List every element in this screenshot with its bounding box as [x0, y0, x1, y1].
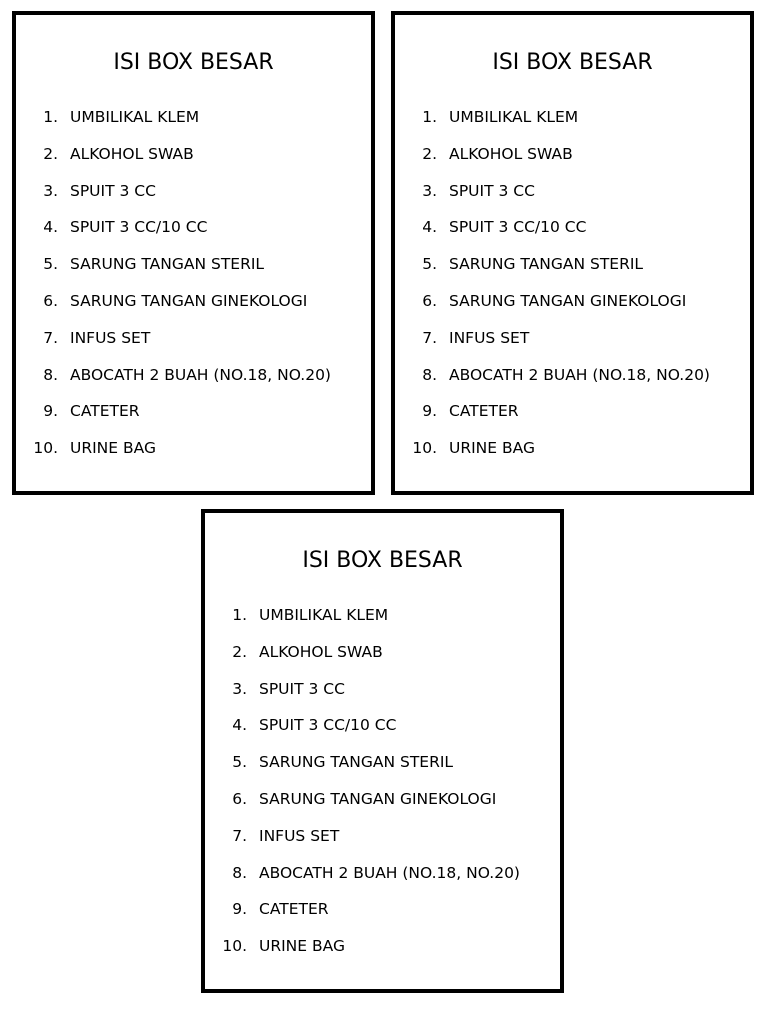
item-number: 10. [222, 937, 247, 956]
item-text: CATETER [449, 402, 519, 421]
item-number: 6. [232, 789, 247, 808]
item-number: 5. [232, 753, 247, 772]
item-number: 8. [422, 365, 437, 384]
item-number: 2. [422, 144, 437, 163]
item-number: 2. [232, 642, 247, 661]
item-text: SPUIT 3 CC [449, 181, 535, 200]
item-text: INFUS SET [449, 328, 530, 347]
item-number: 7. [232, 826, 247, 845]
label-box [12, 11, 375, 495]
item-text: ALKOHOL SWAB [449, 144, 573, 163]
item-text: SPUIT 3 CC [259, 679, 345, 698]
item-text: ALKOHOL SWAB [70, 144, 194, 163]
label-box [201, 509, 564, 993]
item-number: 5. [43, 255, 58, 274]
item-text: SARUNG TANGAN STERIL [449, 255, 644, 274]
item-text: ABOCATH 2 BUAH (NO.18, NO.20) [259, 863, 520, 882]
item-text: SPUIT 3 CC/10 CC [449, 218, 587, 237]
item-text: SPUIT 3 CC/10 CC [259, 716, 397, 735]
item-text: UMBILIKAL KLEM [449, 108, 579, 126]
item-number: 3. [422, 181, 437, 200]
item-number: 3. [43, 181, 58, 200]
item-text: URINE BAG [449, 439, 535, 458]
item-number: 6. [43, 291, 58, 310]
item-text: UMBILIKAL KLEM [259, 606, 389, 624]
item-number: 1. [232, 606, 247, 624]
item-number: 9. [43, 402, 58, 421]
label-box [391, 11, 754, 495]
item-number: 5. [422, 255, 437, 274]
item-text: ALKOHOL SWAB [259, 642, 383, 661]
item-text: URINE BAG [70, 439, 156, 458]
item-number: 1. [422, 108, 437, 126]
item-number: 2. [43, 144, 58, 163]
item-number: 8. [232, 863, 247, 882]
box-title: ISI BOX BESAR [113, 50, 274, 75]
item-number: 4. [232, 716, 247, 735]
item-number: 8. [43, 365, 58, 384]
item-text: ABOCATH 2 BUAH (NO.18, NO.20) [70, 365, 331, 384]
item-text: URINE BAG [259, 937, 345, 956]
item-number: 4. [422, 218, 437, 237]
item-number: 3. [232, 679, 247, 698]
item-text: SARUNG TANGAN GINEKOLOGI [259, 789, 497, 808]
box-title: ISI BOX BESAR [302, 548, 463, 573]
item-number: 9. [422, 402, 437, 421]
item-text: SARUNG TANGAN STERIL [70, 255, 265, 274]
item-number: 1. [43, 108, 58, 126]
box-title: ISI BOX BESAR [492, 50, 653, 75]
item-text: ABOCATH 2 BUAH (NO.18, NO.20) [449, 365, 710, 384]
item-number: 6. [422, 291, 437, 310]
item-text: INFUS SET [259, 826, 340, 845]
item-number: 9. [232, 900, 247, 919]
item-number: 10. [412, 439, 437, 458]
item-text: SARUNG TANGAN GINEKOLOGI [70, 291, 308, 310]
item-number: 7. [422, 328, 437, 347]
item-text: SPUIT 3 CC [70, 181, 156, 200]
item-number: 10. [33, 439, 58, 458]
item-text: UMBILIKAL KLEM [70, 108, 200, 126]
item-text: CATETER [70, 402, 140, 421]
item-text: SARUNG TANGAN STERIL [259, 753, 454, 772]
item-number: 7. [43, 328, 58, 347]
item-text: SPUIT 3 CC/10 CC [70, 218, 208, 237]
item-number: 4. [43, 218, 58, 237]
item-text: CATETER [259, 900, 329, 919]
item-text: INFUS SET [70, 328, 151, 347]
item-text: SARUNG TANGAN GINEKOLOGI [449, 291, 687, 310]
